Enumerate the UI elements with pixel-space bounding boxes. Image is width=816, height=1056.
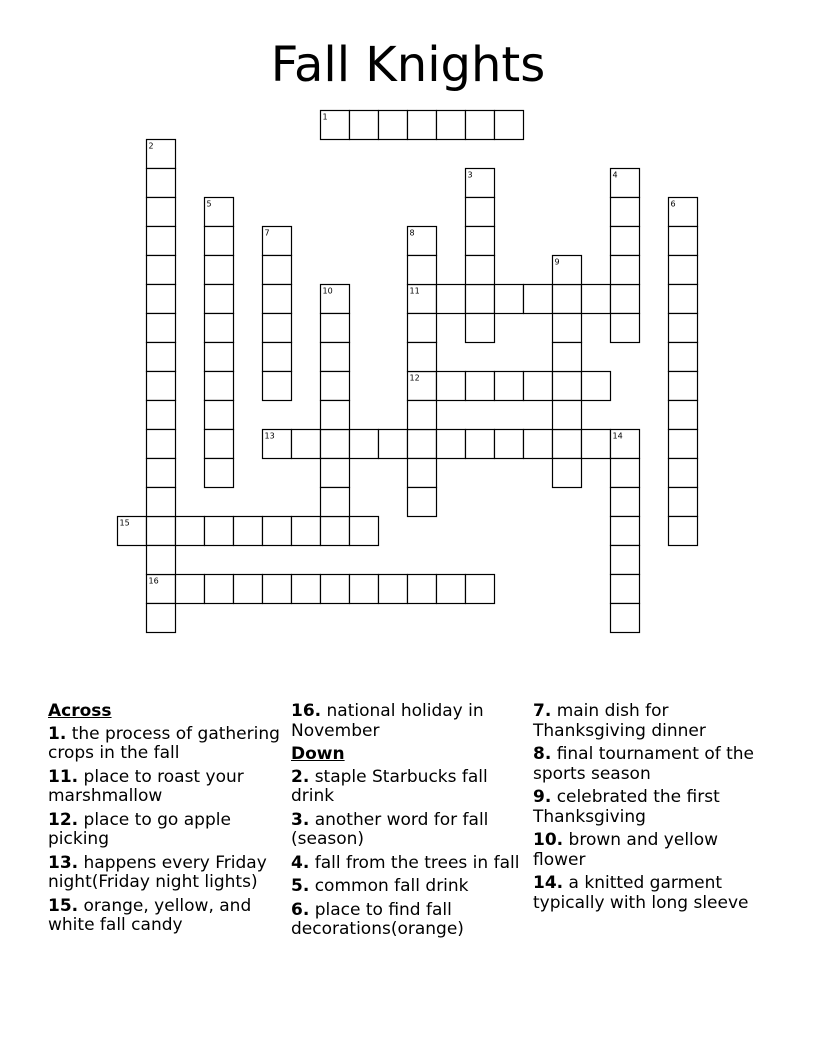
grid-cell[interactable] bbox=[379, 111, 408, 140]
down-clue bbox=[533, 745, 769, 784]
down-clue bbox=[291, 877, 527, 897]
grid-cell[interactable] bbox=[350, 430, 379, 459]
grid-cell[interactable] bbox=[321, 343, 350, 372]
clue-number: 12. bbox=[48, 809, 79, 830]
grid-cell[interactable] bbox=[321, 517, 350, 546]
clue-number: 7. bbox=[533, 701, 552, 721]
grid-cell[interactable] bbox=[408, 401, 437, 430]
grid-cell[interactable] bbox=[466, 198, 495, 227]
grid-cell[interactable] bbox=[466, 111, 495, 140]
clues-column-1 bbox=[48, 702, 284, 940]
cell-number: 9 bbox=[554, 257, 560, 267]
grid-cell[interactable] bbox=[292, 517, 321, 546]
grid-cell[interactable] bbox=[466, 227, 495, 256]
grid-cell[interactable] bbox=[408, 111, 437, 140]
grid-cell[interactable] bbox=[263, 285, 292, 314]
grid-cell[interactable] bbox=[176, 517, 205, 546]
grid-cell[interactable] bbox=[263, 575, 292, 604]
grid-cell[interactable] bbox=[437, 430, 466, 459]
clue-text: celebrated the first Thanksgiving bbox=[533, 787, 720, 827]
clue-number: 13. bbox=[48, 852, 79, 873]
down-clue bbox=[291, 854, 527, 874]
grid-cell[interactable] bbox=[611, 285, 640, 314]
grid-cell[interactable] bbox=[205, 575, 234, 604]
grid-cell[interactable] bbox=[553, 343, 582, 372]
grid-cell[interactable] bbox=[437, 285, 466, 314]
grid-cell[interactable] bbox=[495, 372, 524, 401]
cell-number: 15 bbox=[119, 518, 130, 528]
grid-cell[interactable] bbox=[321, 401, 350, 430]
grid-cell[interactable] bbox=[495, 285, 524, 314]
grid-cell[interactable] bbox=[350, 111, 379, 140]
grid-cell[interactable] bbox=[205, 256, 234, 285]
clue-number: 15. bbox=[48, 895, 79, 916]
grid-cell[interactable] bbox=[466, 256, 495, 285]
grid-cell[interactable] bbox=[611, 546, 640, 575]
cell-number: 12 bbox=[409, 373, 420, 383]
grid-cell[interactable] bbox=[147, 343, 176, 372]
grid-cell[interactable] bbox=[553, 285, 582, 314]
grid-cell[interactable] bbox=[379, 430, 408, 459]
grid-cell[interactable] bbox=[147, 372, 176, 401]
down-clue bbox=[533, 788, 769, 827]
grid-cell[interactable] bbox=[553, 459, 582, 488]
grid-cell[interactable] bbox=[263, 517, 292, 546]
grid-cell[interactable] bbox=[437, 372, 466, 401]
clue-number: 3. bbox=[291, 809, 310, 830]
cell-number: 3 bbox=[467, 170, 473, 180]
grid-cell[interactable] bbox=[669, 285, 698, 314]
grid-cell[interactable] bbox=[234, 517, 263, 546]
cell-number: 10 bbox=[322, 286, 333, 296]
grid-cell[interactable] bbox=[611, 227, 640, 256]
grid-cell[interactable] bbox=[205, 372, 234, 401]
down-clue bbox=[533, 702, 769, 741]
down-clue bbox=[533, 831, 769, 870]
grid-cell[interactable] bbox=[321, 575, 350, 604]
across-heading: Across bbox=[48, 701, 112, 721]
grid-cell[interactable] bbox=[408, 343, 437, 372]
grid-cell[interactable] bbox=[553, 372, 582, 401]
grid-cell[interactable] bbox=[205, 430, 234, 459]
clue-text: common fall drink bbox=[314, 876, 469, 896]
grid-cell[interactable] bbox=[611, 314, 640, 343]
grid-cell[interactable] bbox=[466, 430, 495, 459]
grid-cell[interactable] bbox=[321, 314, 350, 343]
grid-cell[interactable] bbox=[408, 575, 437, 604]
cell-number: 6 bbox=[670, 199, 676, 209]
cell-number: 1 bbox=[322, 112, 328, 122]
clue-number: 8. bbox=[533, 744, 552, 764]
clue-text: place to go apple picking bbox=[48, 809, 231, 849]
grid-cell[interactable] bbox=[495, 111, 524, 140]
clue-text: final tournament of the sports season bbox=[533, 744, 755, 784]
clue-number: 10. bbox=[533, 830, 564, 850]
down-clue bbox=[291, 811, 527, 850]
grid-cell[interactable] bbox=[350, 575, 379, 604]
grid-cell[interactable] bbox=[147, 227, 176, 256]
grid-cell[interactable] bbox=[147, 256, 176, 285]
clue-number: 16. bbox=[291, 701, 322, 721]
grid-cell[interactable] bbox=[321, 372, 350, 401]
grid-cell[interactable] bbox=[379, 575, 408, 604]
clue-text: staple Starbucks fall drink bbox=[291, 766, 488, 806]
cell-number: 5 bbox=[206, 199, 212, 209]
grid-cell[interactable] bbox=[669, 372, 698, 401]
grid-cell[interactable] bbox=[669, 227, 698, 256]
grid-cell[interactable] bbox=[147, 401, 176, 430]
clue-text: another word for fall (season) bbox=[291, 809, 489, 849]
grid-cell[interactable] bbox=[553, 401, 582, 430]
down-heading: Down bbox=[291, 744, 345, 764]
grid-cell[interactable] bbox=[611, 459, 640, 488]
clue-text: national holiday in November bbox=[291, 701, 484, 741]
cell-number: 14 bbox=[612, 431, 623, 441]
across-clue bbox=[48, 854, 284, 893]
grid-cell[interactable] bbox=[234, 575, 263, 604]
grid-cell[interactable] bbox=[553, 430, 582, 459]
clue-text: the process of gathering crops in the fall bbox=[48, 723, 280, 763]
grid-cell[interactable] bbox=[524, 372, 553, 401]
grid-cell[interactable] bbox=[147, 314, 176, 343]
grid-cell[interactable] bbox=[292, 575, 321, 604]
clues-column-2 bbox=[291, 702, 527, 944]
grid-cell[interactable] bbox=[205, 459, 234, 488]
clues-column-3 bbox=[533, 702, 769, 917]
grid-cell[interactable] bbox=[408, 430, 437, 459]
grid-cell[interactable] bbox=[669, 430, 698, 459]
grid-cell[interactable] bbox=[553, 314, 582, 343]
grid-cell[interactable] bbox=[466, 372, 495, 401]
grid-cell[interactable] bbox=[176, 575, 205, 604]
grid-cell[interactable] bbox=[147, 285, 176, 314]
grid-cell[interactable] bbox=[669, 488, 698, 517]
grid-cell[interactable] bbox=[669, 314, 698, 343]
grid-cell[interactable] bbox=[147, 517, 176, 546]
grid-cell[interactable] bbox=[437, 111, 466, 140]
grid-cell[interactable] bbox=[669, 256, 698, 285]
cell-number: 2 bbox=[148, 141, 154, 151]
clue-number: 14. bbox=[533, 873, 564, 893]
clue-number: 9. bbox=[533, 787, 552, 807]
grid-cell[interactable] bbox=[408, 314, 437, 343]
grid-cell[interactable] bbox=[611, 256, 640, 285]
clue-text: fall from the trees in fall bbox=[314, 852, 520, 873]
clue-number: 1. bbox=[48, 723, 67, 744]
grid-cell[interactable] bbox=[147, 546, 176, 575]
clue-number: 4. bbox=[291, 852, 310, 873]
grid-cell[interactable] bbox=[582, 372, 611, 401]
grid-cell[interactable] bbox=[147, 459, 176, 488]
grid-cell[interactable] bbox=[263, 372, 292, 401]
grid-cell[interactable] bbox=[147, 169, 176, 198]
clue-number: 2. bbox=[291, 766, 310, 787]
cell-number: 13 bbox=[264, 431, 275, 441]
grid-cell[interactable] bbox=[669, 401, 698, 430]
down-clue bbox=[291, 901, 527, 940]
grid-cell[interactable] bbox=[611, 517, 640, 546]
clue-number: 6. bbox=[291, 899, 310, 920]
grid-cell[interactable] bbox=[437, 575, 466, 604]
clue-text: place to roast your marshmallow bbox=[48, 766, 244, 806]
across-clue bbox=[48, 811, 284, 850]
grid-cell[interactable] bbox=[466, 285, 495, 314]
grid-cell[interactable] bbox=[205, 314, 234, 343]
grid-cell[interactable] bbox=[205, 227, 234, 256]
grid-cell[interactable] bbox=[147, 604, 176, 633]
grid-cell[interactable] bbox=[205, 517, 234, 546]
grid-cell[interactable] bbox=[524, 285, 553, 314]
grid-cell[interactable] bbox=[466, 314, 495, 343]
grid-cell[interactable] bbox=[669, 459, 698, 488]
grid-cell[interactable] bbox=[205, 343, 234, 372]
across-clue bbox=[291, 702, 527, 741]
grid-cell[interactable] bbox=[611, 604, 640, 633]
across-clue bbox=[48, 897, 284, 936]
grid-cell[interactable] bbox=[263, 256, 292, 285]
grid-cell[interactable] bbox=[321, 488, 350, 517]
grid-cell[interactable] bbox=[321, 459, 350, 488]
clue-text: happens every Friday night(Friday night lights) bbox=[48, 852, 267, 892]
grid-cell[interactable] bbox=[205, 285, 234, 314]
puzzle-title: Fall Knights bbox=[270, 37, 546, 93]
grid-cell[interactable] bbox=[321, 430, 350, 459]
clue-text: main dish for Thanksgiving dinner bbox=[533, 701, 706, 741]
grid-cell[interactable] bbox=[582, 285, 611, 314]
clue-text: orange, yellow, and white fall candy bbox=[48, 895, 252, 935]
grid-cell[interactable] bbox=[611, 198, 640, 227]
grid-cell[interactable] bbox=[408, 488, 437, 517]
clue-text: brown and yellow flower bbox=[533, 830, 719, 870]
grid-cell[interactable] bbox=[147, 488, 176, 517]
clue-text: place to find fall decorations(orange) bbox=[291, 899, 464, 939]
grid-cell[interactable] bbox=[669, 517, 698, 546]
grid-cell[interactable] bbox=[611, 488, 640, 517]
grid-cell[interactable] bbox=[408, 459, 437, 488]
grid-cell[interactable] bbox=[350, 517, 379, 546]
across-clue bbox=[48, 768, 284, 807]
grid-cell[interactable] bbox=[524, 430, 553, 459]
grid-cell[interactable] bbox=[147, 198, 176, 227]
grid-cell[interactable] bbox=[263, 343, 292, 372]
grid-cell[interactable] bbox=[292, 430, 321, 459]
clue-text: a knitted garment typically with long sleeve bbox=[533, 873, 749, 913]
grid-cell[interactable] bbox=[205, 401, 234, 430]
grid-cell[interactable] bbox=[611, 575, 640, 604]
grid-cell[interactable] bbox=[466, 575, 495, 604]
cell-number: 11 bbox=[409, 286, 420, 296]
cell-number: 4 bbox=[612, 170, 618, 180]
cell-number: 8 bbox=[409, 228, 415, 238]
clue-number: 5. bbox=[291, 876, 310, 896]
grid-cell[interactable] bbox=[147, 430, 176, 459]
cell-number: 7 bbox=[264, 228, 270, 238]
grid-cell[interactable] bbox=[495, 430, 524, 459]
cell-number: 16 bbox=[148, 576, 159, 586]
grid-cell[interactable] bbox=[408, 256, 437, 285]
across-clue bbox=[48, 725, 284, 764]
grid-cell[interactable] bbox=[263, 314, 292, 343]
grid-cell[interactable] bbox=[669, 343, 698, 372]
down-clue bbox=[533, 874, 769, 913]
grid-cell[interactable] bbox=[582, 430, 611, 459]
down-clue bbox=[291, 768, 527, 807]
clue-number: 11. bbox=[48, 766, 79, 787]
